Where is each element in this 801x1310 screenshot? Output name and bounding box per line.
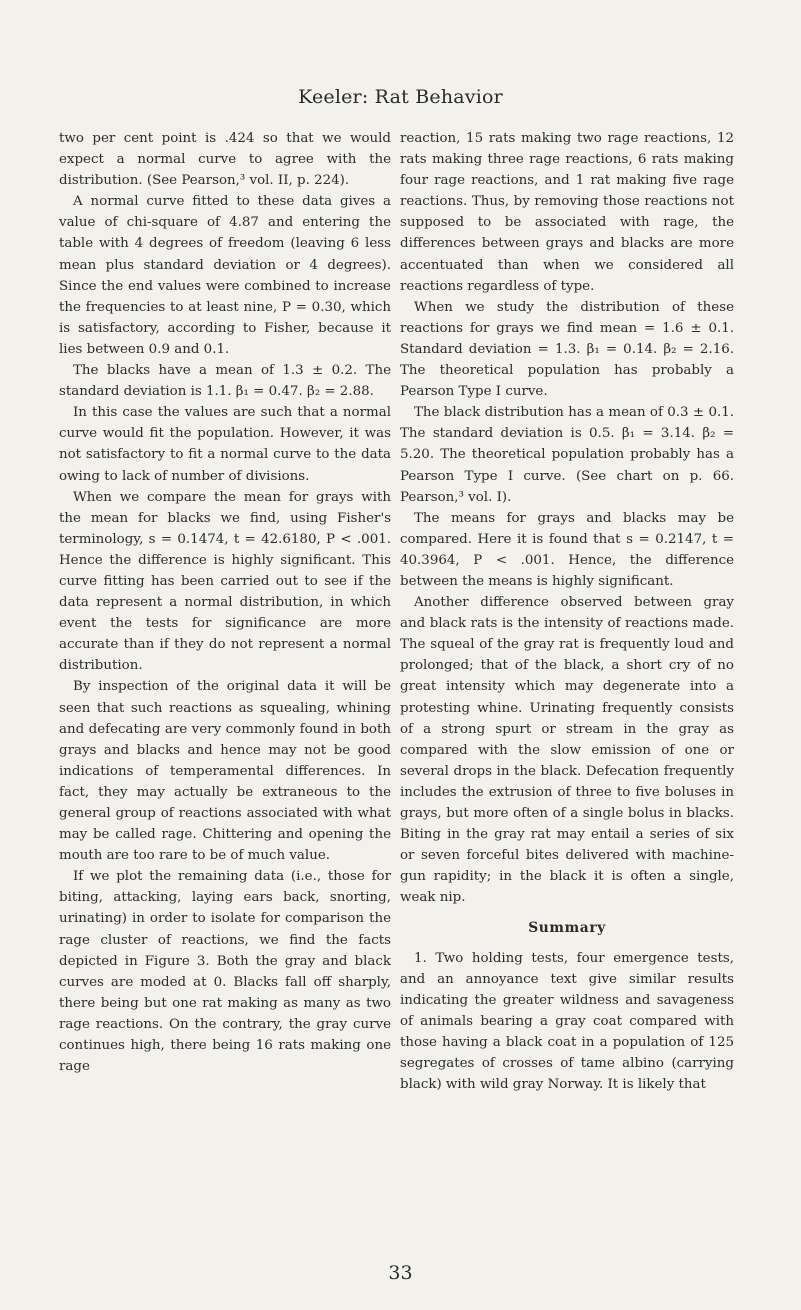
paragraph: The black distribution has a mean of 0.3 ± 0.1. The standard deviation is 0.5. β₁ = 3.14. β₂ = 5.20. The theoretical population probably has a Pearson Type I curve. (See chart on p. 66. Pearson,³ vol. I). [400, 405, 734, 505]
paragraph: The blacks have a mean of 1.3 ± 0.2. The standard deviation is 1.1. β₁ = 0.47. β₂ = 2.88. [59, 363, 391, 400]
paragraph: In this case the values are such that a normal curve would fit the population. However, it was not satisfactory to fit a normal curve to the data owing to lack of number of divisions. [59, 405, 391, 484]
paragraph: two per cent point is .424 so that we would expect a normal curve to agree with the distribution. (See Pearson,³ vol. II, p. 224). [59, 131, 391, 189]
running-header: Keeler: Rat Behavior [298, 86, 503, 108]
left-column [59, 128, 391, 1077]
paragraph: Another difference observed between gray and black rats is the intensity of reactions made. The squeal of the gray rat is frequently loud and prolonged; that of the black, a short cry of no great intensity which may degenerate into a protesting whine. Urinating frequently consists of a strong spurt or stream in the gray as compared with the slow emission of one or several drops in the black. Defecation frequently includes the extrusion of three to five boluses in grays, but more often of a single bolus in blacks. Biting in the gray rat may entail a series of six or seven forceful bites delivered with machine-gun rapidity; in the black it is often a single, weak nip. [400, 595, 734, 906]
paragraph: When we study the distribution of these reactions for grays we find mean = 1.6 ± 0.1. Standard deviation = 1.3. β₁ = 0.14. β₂ = 2.16. The theoretical population has probably a Pearson Type I curve. [400, 299, 734, 400]
paragraph: A normal curve fitted to these data gives a value of chi-square of 4.87 and entering the table with 4 degrees of freedom (leaving 6 less mean plus standard deviation or 4 degrees). Since the end values were combined to increase the frequencies to at least nine, P = 0.30, which is satisfactory, according to Fisher, because it lies between 0.9 and 0.1. [59, 194, 391, 357]
paragraph: When we compare the mean for grays with the mean for blacks we find, using Fisher's terminology, s = 0.1474, t = 42.6180, P < .001. Hence the difference is highly significant. This curve fitting has been carried out to see if the data represent a normal distribution, in which event the tests for significance are more accurate than if they do not represent a normal distribution. [59, 489, 391, 674]
page-number: 33 [388, 1262, 413, 1284]
paragraph: By inspection of the original data it will be seen that such reactions as squealing, whining and defecating are very commonly found in both grays and blacks and hence may not be good indications of temperamental differences. In fact, they may actually be extraneous to the general group of reactions associated with what may be called rage. Chittering and opening the mouth are too rare to be of much value. [59, 679, 391, 864]
right-column [400, 128, 734, 1095]
paragraph: If we plot the remaining data (i.e., those for biting, attacking, laying ears back, snorting, urinating) in order to isolate for comparison the rage cluster of reactions, we find the facts depicted in Figure 3. Both the gray and black curves are moded at 0. Blacks fall off sharply, there being but one rat making as many as two rage reactions. On the contrary, the gray curve continues high, there being 16 rats making one rage [59, 869, 391, 1075]
paragraph: 1. Two holding tests, four emergence tests, and an annoyance text give similar results indicating the greater wildness and savageness of animals bearing a gray coat compared with those having a black coat in a population of 125 segregates of crosses of tame albino (carrying black) with wild gray Norway. It is likely that [400, 950, 734, 1093]
paragraph: The means for grays and blacks may be compared. Here it is found that s = 0.2147, t = 40.3964, P < .001. Hence, the difference between the means is highly significant. [400, 510, 734, 589]
paragraph: reaction, 15 rats making two rage reactions, 12 rats making three rage reactions, 6 rats making four rage reactions, and 1 rat making five rage reactions. Thus, by removing those reactions not supposed to be associated with rage, the differences between grays and blacks are more accentuated than when we considered all reactions regardless of type. [400, 131, 734, 294]
section-heading-summary: Summary [528, 920, 606, 937]
